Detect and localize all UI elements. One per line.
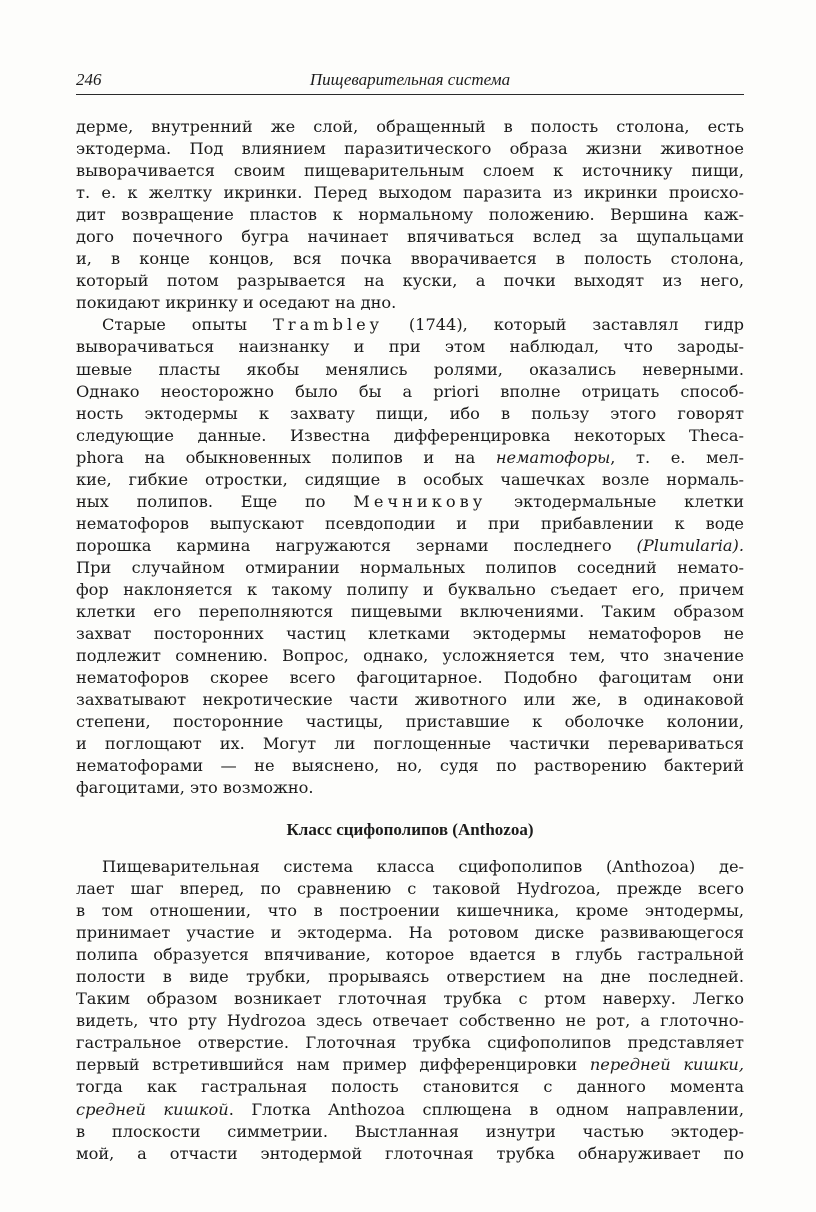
text-line: в том отношении, что в построении кишечника, кроме энтодермы, xyxy=(76,901,744,921)
author-name-spaced: Мечникову xyxy=(353,491,487,511)
running-title: Пищеварительная система xyxy=(309,70,511,89)
text-line: мой, а отчасти энтодермой глоточная трубка обнаруживает по xyxy=(76,1143,744,1163)
text-line: ность эктодермы к захвату пищи, ибо в пользу этого говорят xyxy=(76,403,744,423)
text-line xyxy=(76,1099,744,1121)
paragraph-trambley xyxy=(76,314,744,799)
author-name-spaced: Trambley xyxy=(273,315,383,335)
text-line: в плоскости симметрии. Выстланная изнутри частью эктодер- xyxy=(76,1121,744,1141)
italic-term: передней кишки, xyxy=(589,1055,744,1075)
text-line: полости в виде трубки, прорываясь отверстием на дне последней. xyxy=(76,967,744,987)
italic-term: средней кишкой xyxy=(76,1099,229,1119)
text-line: нематофоров скорее всего фагоцитарное. Подобно фагоцитам они xyxy=(76,668,744,688)
text-line: покидают икринку и оседают на дно. xyxy=(76,293,397,313)
text-line: следующие данные. Известна дифференцировка некоторых Theca- xyxy=(76,425,744,445)
text-line: подлежит сомнению. Вопрос, однако, усложняется тем, что значение xyxy=(76,646,744,666)
text-fragment: порошка кармина нагружаются зернами последнего xyxy=(76,535,637,555)
text-fragment: phora на обыкновенных полипов и на xyxy=(76,447,496,467)
paragraph-continued xyxy=(76,116,744,314)
text-line: степени, посторонние частицы, приставшие к оболочке колонии, xyxy=(76,712,744,732)
text-line: захват посторонних частиц клетками эктодермы нематофоров не xyxy=(76,624,744,644)
text-fragment: ных полипов. Еще по xyxy=(76,491,354,511)
text-line: выворачивается своим пищеварительным слоем к источнику пищи, xyxy=(76,161,744,181)
text-block-anthozoa xyxy=(76,856,744,1165)
text-line: нематофоров выпускают псевдоподии и при прибавлении к воде xyxy=(76,513,744,533)
text-line: клетки его переполняются пищевыми включениями. Таким образом xyxy=(76,602,744,622)
text-line xyxy=(76,491,744,513)
text-line: тогда как гастральная полость становится с данного момента xyxy=(76,1077,744,1097)
text-line: Однако неосторожно было бы a priori вполне отрицать способ- xyxy=(76,381,744,401)
paragraph-anthozoa xyxy=(76,856,744,1165)
text-line: кие, гибкие отростки, сидящие в особых чашечках возле нормаль- xyxy=(76,469,744,489)
text-line: полипа образуется впячивание, которое вдается в глубь гастральной xyxy=(76,945,744,965)
text-line: видеть, что рту Hydrozoa здесь отвечает собственно не рот, а глоточно- xyxy=(76,1011,744,1031)
text-fragment: . Глотка Anthozoa сплющена в одном направлении, xyxy=(228,1099,744,1119)
section-heading: Класс сцифополипов (Anthozoa) xyxy=(286,820,534,839)
text-line: который потом разрывается на куски, а почки выходят из него, xyxy=(76,271,744,291)
text-line: фор наклоняется к такому полипу и буквально съедает его, причем xyxy=(76,579,744,599)
page-number: 246 xyxy=(76,70,102,89)
text-line: Пищеварительная система класса сцифополипов (Anthozoa) де- xyxy=(102,857,744,876)
text-line: При случайном отмирании нормальных полипов соседний немато- xyxy=(76,557,744,577)
text-line: дого почечного бугра начинает впячиваться вслед за щупальцами xyxy=(76,227,744,247)
page-header xyxy=(76,70,744,95)
text-line xyxy=(76,447,744,469)
text-line: выворачиваться наизнанку и при этом наблюдал, что зароды- xyxy=(76,337,744,357)
text-fragment: (1744), который заставлял гидр xyxy=(382,315,744,335)
text-line: дерме, внутренний же слой, обращенный в полость столона, есть xyxy=(76,117,744,136)
text-line: нематофорами — не выяснено, но, судя по растворению бактерий xyxy=(76,756,744,776)
text-line: и поглощают их. Могут ли поглощенные частички перевариваться xyxy=(76,734,744,754)
text-block-top xyxy=(76,116,744,799)
text-line xyxy=(76,314,744,336)
text-line: лает шаг вперед, по сравнению с таковой Hydrozoa, прежде всего xyxy=(76,879,744,899)
text-line: Таким образом возникает глоточная трубка с ртом наверху. Легко xyxy=(76,989,744,1009)
text-line: дит возвращение пластов к нормальному положению. Вершина каж- xyxy=(76,205,744,225)
text-line: гастральное отверстие. Глоточная трубка сцифополипов представляет xyxy=(76,1033,744,1053)
text-line: фагоцитами, это возможно. xyxy=(76,778,314,798)
text-fragment: Старые опыты xyxy=(102,315,274,335)
text-fragment: эктодермальные клетки xyxy=(486,491,744,511)
text-line: т. е. к желтку икринки. Перед выходом паразита из икринки происхо- xyxy=(76,183,744,203)
text-line: и, в конце концов, вся почка вворачивается в полость столона, xyxy=(76,249,744,269)
text-line: принимает участие и эктодерма. На ротовом диске развивающегося xyxy=(76,923,744,943)
italic-term: нематофоры xyxy=(495,447,611,467)
text-fragment: , т. е. мел- xyxy=(610,447,744,467)
text-line: шевые пласты якобы менялись ролями, оказались неверными. xyxy=(76,359,744,379)
text-line xyxy=(76,535,744,557)
text-line: захватывают некротические части животного или же, в одинаковой xyxy=(76,690,744,710)
text-line xyxy=(76,1054,744,1076)
italic-term: (Plumularia). xyxy=(636,535,744,555)
text-line: эктодерма. Под влиянием паразитического образа жизни животное xyxy=(76,139,744,159)
text-fragment: первый встретившийся нам пример дифференцировки xyxy=(76,1055,590,1075)
